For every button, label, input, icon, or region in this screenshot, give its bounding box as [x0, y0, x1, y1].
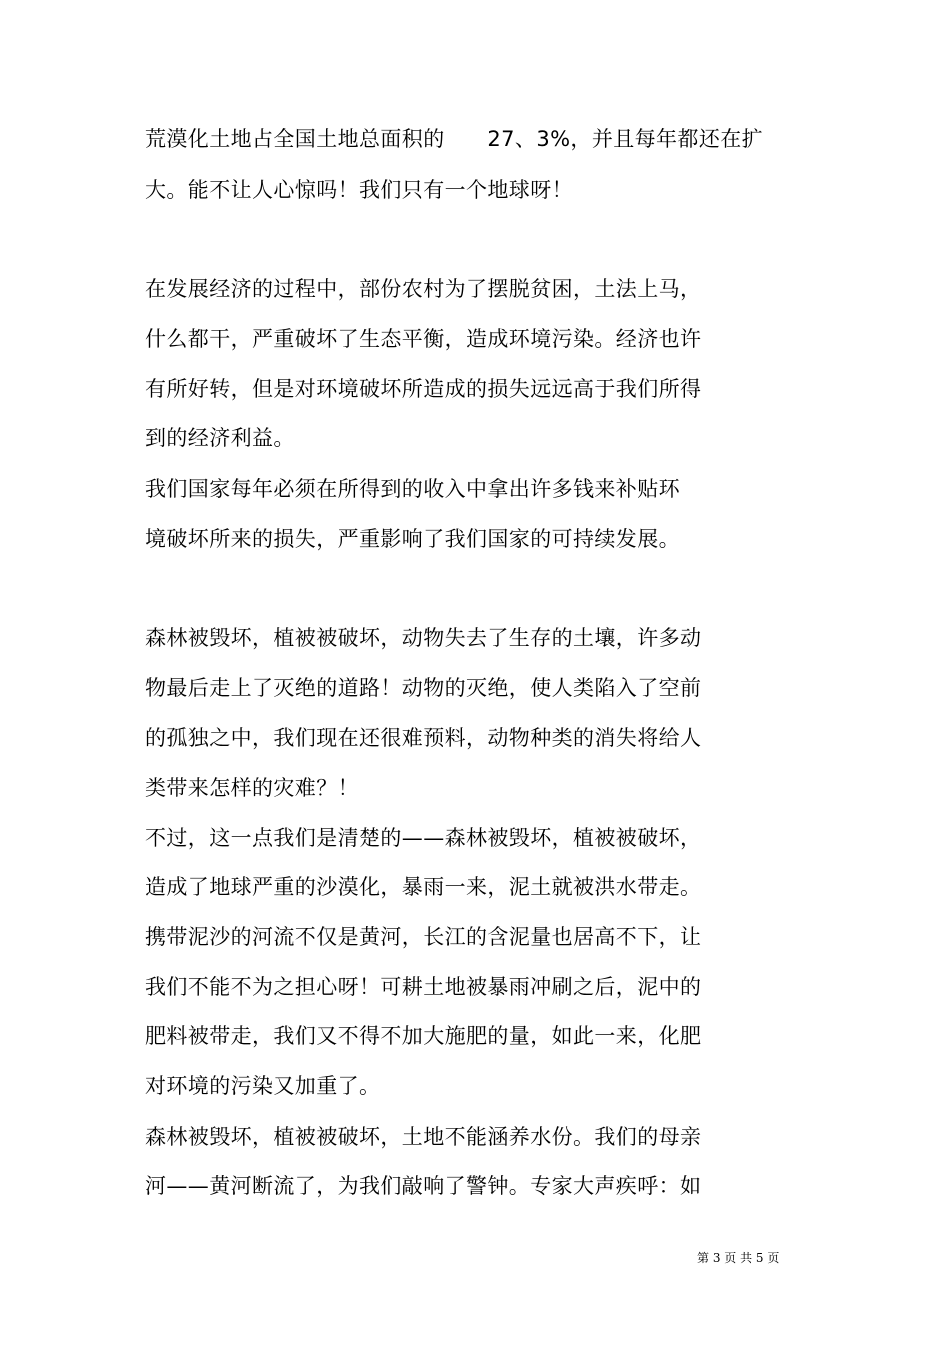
- text-line: 不过，这一点我们是清楚的——森林被毁坏，植被被破坏，: [145, 826, 702, 850]
- text-line: 在发展经济的过程中，部份农村为了摆脱贫困，土法上马，: [145, 277, 702, 301]
- text-line: 森林被毁坏，植被被破坏，土地不能涵养水份。我们的母亲: [145, 1125, 702, 1149]
- text-line: 类带来怎样的灾难？！: [145, 776, 359, 800]
- text-line: 有所好转，但是对环境破坏所造成的损失远远高于我们所得: [145, 377, 702, 401]
- text-line: 我们不能不为之担心呀！可耕土地被暴雨冲刷之后，泥中的: [145, 975, 702, 999]
- text-line: 我们国家每年必须在所得到的收入中拿出许多钱来补贴环: [145, 477, 680, 501]
- page-number-footer: 第 3 页 共 5 页: [697, 1251, 780, 1265]
- text-line: 荒漠化土地占全国土地总面积的 27、3%，并且每年都还在扩: [145, 127, 764, 151]
- text-line: 物最后走上了灭绝的道路！动物的灭绝，使人类陷入了空前: [145, 676, 702, 700]
- text-line: 携带泥沙的河流不仅是黄河，长江的含泥量也居高不下，让: [145, 925, 702, 949]
- text-line: 河——黄河断流了，为我们敲响了警钟。专家大声疾呼：如: [145, 1174, 702, 1198]
- text-line: 肥料被带走，我们又不得不加大施肥的量，如此一来，化肥: [145, 1024, 702, 1048]
- text-line: 到的经济利益。: [145, 426, 295, 450]
- text-line: 对环境的污染又加重了。: [145, 1074, 381, 1098]
- text-line: 什么都干，严重破坏了生态平衡，造成环境污染。经济也许: [145, 327, 702, 351]
- text-line: 的孤独之中，我们现在还很难预料，动物种类的消失将给人: [145, 726, 702, 750]
- text-line: 境破坏所来的损失，严重影响了我们国家的可持续发展。: [145, 527, 680, 551]
- text-line: 大。能不让人心惊吗！我们只有一个地球呀！: [145, 178, 573, 202]
- text-line: 森林被毁坏，植被被破坏，动物失去了生存的土壤，许多动: [145, 626, 702, 650]
- text-line: 造成了地球严重的沙漠化，暴雨一来，泥土就被洪水带走。: [145, 875, 702, 899]
